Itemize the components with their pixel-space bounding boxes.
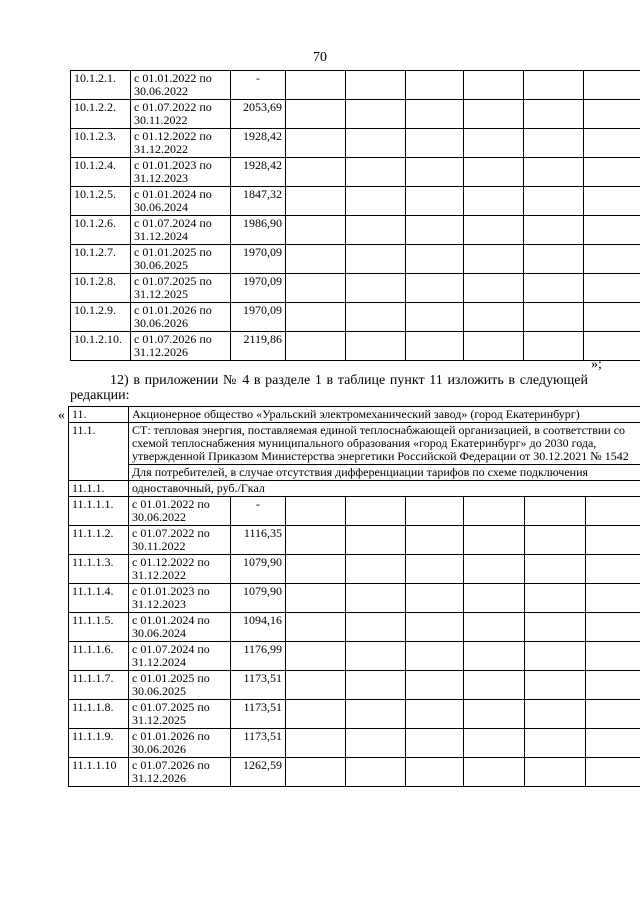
- row-code: 11.1.1.3.: [69, 555, 129, 584]
- empty-cell: [286, 71, 346, 100]
- empty-cell: [346, 274, 406, 303]
- empty-cell: [525, 526, 586, 555]
- tariff-table-upper: [70, 70, 640, 361]
- table-row: [71, 158, 640, 187]
- empty-cell: [464, 671, 525, 700]
- empty-cell: [525, 671, 586, 700]
- empty-cell: [464, 245, 524, 274]
- empty-cell: [524, 245, 584, 274]
- row-value: 1094,16: [231, 613, 286, 642]
- row-value: 1079,90: [231, 555, 286, 584]
- empty-cell: [406, 584, 464, 613]
- empty-cell: [586, 497, 640, 526]
- row-code: 11.1.1.8.: [69, 700, 129, 729]
- empty-cell: [406, 129, 464, 158]
- empty-cell: [346, 129, 406, 158]
- row-value: 1173,51: [231, 700, 286, 729]
- empty-cell: [464, 187, 524, 216]
- row-period: с 01.07.2026 по 31.12.2026: [131, 332, 231, 361]
- row-value: 1116,35: [231, 526, 286, 555]
- empty-cell: [286, 729, 346, 758]
- empty-cell: [346, 187, 406, 216]
- empty-cell: [286, 671, 346, 700]
- table-row: [69, 555, 640, 584]
- empty-cell: [584, 100, 640, 129]
- empty-cell: [584, 187, 640, 216]
- empty-cell: [406, 758, 464, 787]
- table-row: [69, 526, 640, 555]
- row-value: 1970,09: [231, 245, 286, 274]
- empty-cell: [346, 332, 406, 361]
- empty-cell: [464, 729, 525, 758]
- table-row: [69, 729, 640, 758]
- row-period: с 01.01.2022 по 30.06.2022: [131, 71, 231, 100]
- empty-cell: [584, 303, 640, 332]
- empty-cell: [286, 526, 346, 555]
- table-row: [69, 700, 640, 729]
- empty-cell: [525, 700, 586, 729]
- empty-cell: [464, 274, 524, 303]
- empty-cell: [524, 332, 584, 361]
- closing-quote: »;: [591, 357, 602, 372]
- empty-cell: [286, 758, 346, 787]
- row-period: с 01.01.2024 по 30.06.2024: [131, 187, 231, 216]
- row-period: с 01.12.2022 по 31.12.2022: [131, 129, 231, 158]
- empty-cell: [464, 71, 524, 100]
- empty-cell: [406, 245, 464, 274]
- table-row: [69, 642, 640, 671]
- table-row: [71, 100, 640, 129]
- row-period: с 01.07.2022 по 30.11.2022: [129, 526, 231, 555]
- empty-cell: [406, 613, 464, 642]
- row-period: с 01.07.2024 по 31.12.2024: [129, 642, 231, 671]
- row-value: 1847,32: [231, 187, 286, 216]
- instruction-text: 12) в приложении № 4 в разделе 1 в таблице пункт 11 изложить в следующей редакции:: [70, 373, 588, 403]
- empty-cell: [346, 671, 406, 700]
- table-row: [71, 274, 640, 303]
- empty-cell: [286, 129, 346, 158]
- empty-cell: [346, 700, 406, 729]
- empty-cell: [406, 216, 464, 245]
- table-row: [71, 332, 640, 361]
- empty-cell: [346, 216, 406, 245]
- empty-cell: [406, 274, 464, 303]
- amendment-instruction: [70, 373, 588, 403]
- row-period: с 01.01.2025 по 30.06.2025: [129, 671, 231, 700]
- row-value: -: [231, 71, 286, 100]
- empty-cell: [286, 555, 346, 584]
- row-code: 10.1.2.7.: [71, 245, 131, 274]
- empty-cell: [464, 700, 525, 729]
- empty-cell: [286, 158, 346, 187]
- empty-cell: [406, 642, 464, 671]
- empty-cell: [406, 671, 464, 700]
- empty-cell: [525, 642, 586, 671]
- row-code: 10.1.2.4.: [71, 158, 131, 187]
- row-code: 10.1.2.6.: [71, 216, 131, 245]
- empty-cell: [346, 555, 406, 584]
- opening-quote: «: [58, 408, 65, 423]
- empty-cell: [586, 526, 640, 555]
- empty-cell: [525, 758, 586, 787]
- empty-cell: [406, 158, 464, 187]
- empty-cell: [346, 158, 406, 187]
- row-value: 1173,51: [231, 671, 286, 700]
- empty-cell: [286, 216, 346, 245]
- row-value: 2053,69: [231, 100, 286, 129]
- row-code: 11.1.1.10: [69, 758, 129, 787]
- table-row: [71, 129, 640, 158]
- empty-cell: [286, 303, 346, 332]
- empty-cell: [524, 274, 584, 303]
- empty-cell: [406, 729, 464, 758]
- row-code: 10.1.2.1.: [71, 71, 131, 100]
- empty-cell: [406, 187, 464, 216]
- organization-code: 11.: [69, 407, 129, 423]
- table-row: [71, 187, 640, 216]
- empty-cell: [286, 613, 346, 642]
- service-description: СТ: тепловая энергия, поставляемая единой теплоснабжающей организацией, в соответствии со схемой теплоснабжения муниципального образования «город Екатеринбург» до 2030 года, утвержденной Приказом Министерства энергетики Российской Федерации от 30.12.2021 № 1542: [129, 423, 640, 465]
- empty-cell: [586, 758, 640, 787]
- table-row: [71, 245, 640, 274]
- empty-cell: [464, 216, 524, 245]
- empty-cell: [464, 129, 524, 158]
- row-code: 10.1.2.3.: [71, 129, 131, 158]
- empty-cell: [464, 100, 524, 129]
- empty-cell: [406, 303, 464, 332]
- table-row: [69, 613, 640, 642]
- empty-cell: [286, 700, 346, 729]
- row-period: с 01.07.2025 по 31.12.2025: [131, 274, 231, 303]
- empty-cell: [524, 71, 584, 100]
- empty-cell: [464, 584, 525, 613]
- rate-type-text: одноставочный, руб./Гкал: [129, 481, 640, 497]
- empty-cell: [464, 555, 525, 584]
- row-period: с 01.12.2022 по 31.12.2022: [129, 555, 231, 584]
- empty-cell: [586, 671, 640, 700]
- empty-cell: [346, 71, 406, 100]
- empty-cell: [346, 100, 406, 129]
- rate-type-row: [69, 481, 640, 497]
- empty-cell: [406, 332, 464, 361]
- empty-cell: [464, 332, 524, 361]
- row-code: 10.1.2.8.: [71, 274, 131, 303]
- row-value: 1970,09: [231, 303, 286, 332]
- empty-cell: [286, 187, 346, 216]
- row-value: 1262,59: [231, 758, 286, 787]
- empty-cell: [464, 497, 525, 526]
- empty-cell: [464, 613, 525, 642]
- row-code: 11.1.1.2.: [69, 526, 129, 555]
- empty-cell: [346, 497, 406, 526]
- row-period: с 01.01.2024 по 30.06.2024: [129, 613, 231, 642]
- empty-cell: [524, 303, 584, 332]
- row-code: 11.1.1.1.: [69, 497, 129, 526]
- empty-cell: [406, 526, 464, 555]
- row-code: 10.1.2.9.: [71, 303, 131, 332]
- empty-cell: [524, 100, 584, 129]
- empty-cell: [286, 245, 346, 274]
- table-row: [71, 216, 640, 245]
- empty-cell: [584, 158, 640, 187]
- empty-cell: [584, 71, 640, 100]
- row-period: с 01.07.2022 по 30.11.2022: [131, 100, 231, 129]
- empty-cell: [346, 758, 406, 787]
- table-row: [71, 71, 640, 100]
- empty-cell: [346, 729, 406, 758]
- empty-cell: [346, 526, 406, 555]
- row-period: с 01.01.2022 по 30.06.2022: [129, 497, 231, 526]
- table-row: [69, 758, 640, 787]
- row-value: 1986,90: [231, 216, 286, 245]
- row-value: 1176,99: [231, 642, 286, 671]
- empty-cell: [286, 497, 346, 526]
- row-value: 1970,09: [231, 274, 286, 303]
- empty-cell: [464, 158, 524, 187]
- row-value: 1173,51: [231, 729, 286, 758]
- row-code: 11.1.1.5.: [69, 613, 129, 642]
- table-row: [69, 497, 640, 526]
- empty-cell: [525, 729, 586, 758]
- row-period: с 01.07.2026 по 31.12.2026: [129, 758, 231, 787]
- row-code: 11.1.1.6.: [69, 642, 129, 671]
- empty-cell: [525, 497, 586, 526]
- empty-cell: [406, 100, 464, 129]
- empty-cell: [346, 642, 406, 671]
- empty-cell: [584, 216, 640, 245]
- empty-cell: [464, 526, 525, 555]
- empty-cell: [524, 187, 584, 216]
- row-period: с 01.07.2025 по 31.12.2025: [129, 700, 231, 729]
- empty-cell: [524, 216, 584, 245]
- row-value: 1928,42: [231, 129, 286, 158]
- empty-cell: [586, 642, 640, 671]
- tariff-table-lower: [68, 406, 640, 787]
- table-row: [69, 671, 640, 700]
- empty-cell: [346, 245, 406, 274]
- empty-cell: [586, 613, 640, 642]
- empty-cell: [524, 158, 584, 187]
- empty-cell: [524, 129, 584, 158]
- table-row: [69, 584, 640, 613]
- row-value: 1079,90: [231, 584, 286, 613]
- empty-cell: [406, 71, 464, 100]
- upper-table-body: [71, 71, 640, 361]
- table-row: [71, 303, 640, 332]
- service-code: 11.1.: [69, 423, 129, 481]
- row-code: 10.1.2.5.: [71, 187, 131, 216]
- organization-name: Акционерное общество «Уральский электромеханический завод» (город Екатеринбург): [129, 407, 640, 423]
- empty-cell: [464, 642, 525, 671]
- empty-cell: [406, 700, 464, 729]
- empty-cell: [584, 274, 640, 303]
- consumer-note: Для потребителей, в случае отсутствия дифференциации тарифов по схеме подключения: [129, 465, 640, 481]
- empty-cell: [586, 555, 640, 584]
- empty-cell: [584, 129, 640, 158]
- row-code: 11.1.1.4.: [69, 584, 129, 613]
- row-period: с 01.01.2023 по 31.12.2023: [129, 584, 231, 613]
- row-value: 2119,86: [231, 332, 286, 361]
- empty-cell: [346, 584, 406, 613]
- row-value: 1928,42: [231, 158, 286, 187]
- empty-cell: [346, 303, 406, 332]
- row-code: 11.1.1.7.: [69, 671, 129, 700]
- empty-cell: [586, 584, 640, 613]
- row-value: -: [231, 497, 286, 526]
- row-code: 10.1.2.10.: [71, 332, 131, 361]
- empty-cell: [464, 303, 524, 332]
- empty-cell: [464, 758, 525, 787]
- row-period: с 01.01.2023 по 31.12.2023: [131, 158, 231, 187]
- row-period: с 01.01.2026 по 30.06.2026: [131, 303, 231, 332]
- empty-cell: [286, 584, 346, 613]
- empty-cell: [406, 555, 464, 584]
- row-code: 10.1.2.2.: [71, 100, 131, 129]
- empty-cell: [584, 245, 640, 274]
- empty-cell: [286, 100, 346, 129]
- empty-cell: [406, 497, 464, 526]
- empty-cell: [286, 642, 346, 671]
- row-code: 11.1.1.9.: [69, 729, 129, 758]
- empty-cell: [525, 613, 586, 642]
- empty-cell: [525, 584, 586, 613]
- row-period: с 01.01.2025 по 30.06.2025: [131, 245, 231, 274]
- row-period: с 01.01.2026 по 30.06.2026: [129, 729, 231, 758]
- empty-cell: [346, 613, 406, 642]
- empty-cell: [525, 555, 586, 584]
- empty-cell: [286, 274, 346, 303]
- empty-cell: [586, 729, 640, 758]
- row-period: с 01.07.2024 по 31.12.2024: [131, 216, 231, 245]
- lower-table-body: [69, 407, 640, 787]
- rate-type-code: 11.1.1.: [69, 481, 129, 497]
- consumer-note-row: [69, 465, 640, 481]
- service-row: [69, 423, 640, 465]
- page-number: 70: [313, 50, 327, 65]
- empty-cell: [586, 700, 640, 729]
- empty-cell: [286, 332, 346, 361]
- organization-row: [69, 407, 640, 423]
